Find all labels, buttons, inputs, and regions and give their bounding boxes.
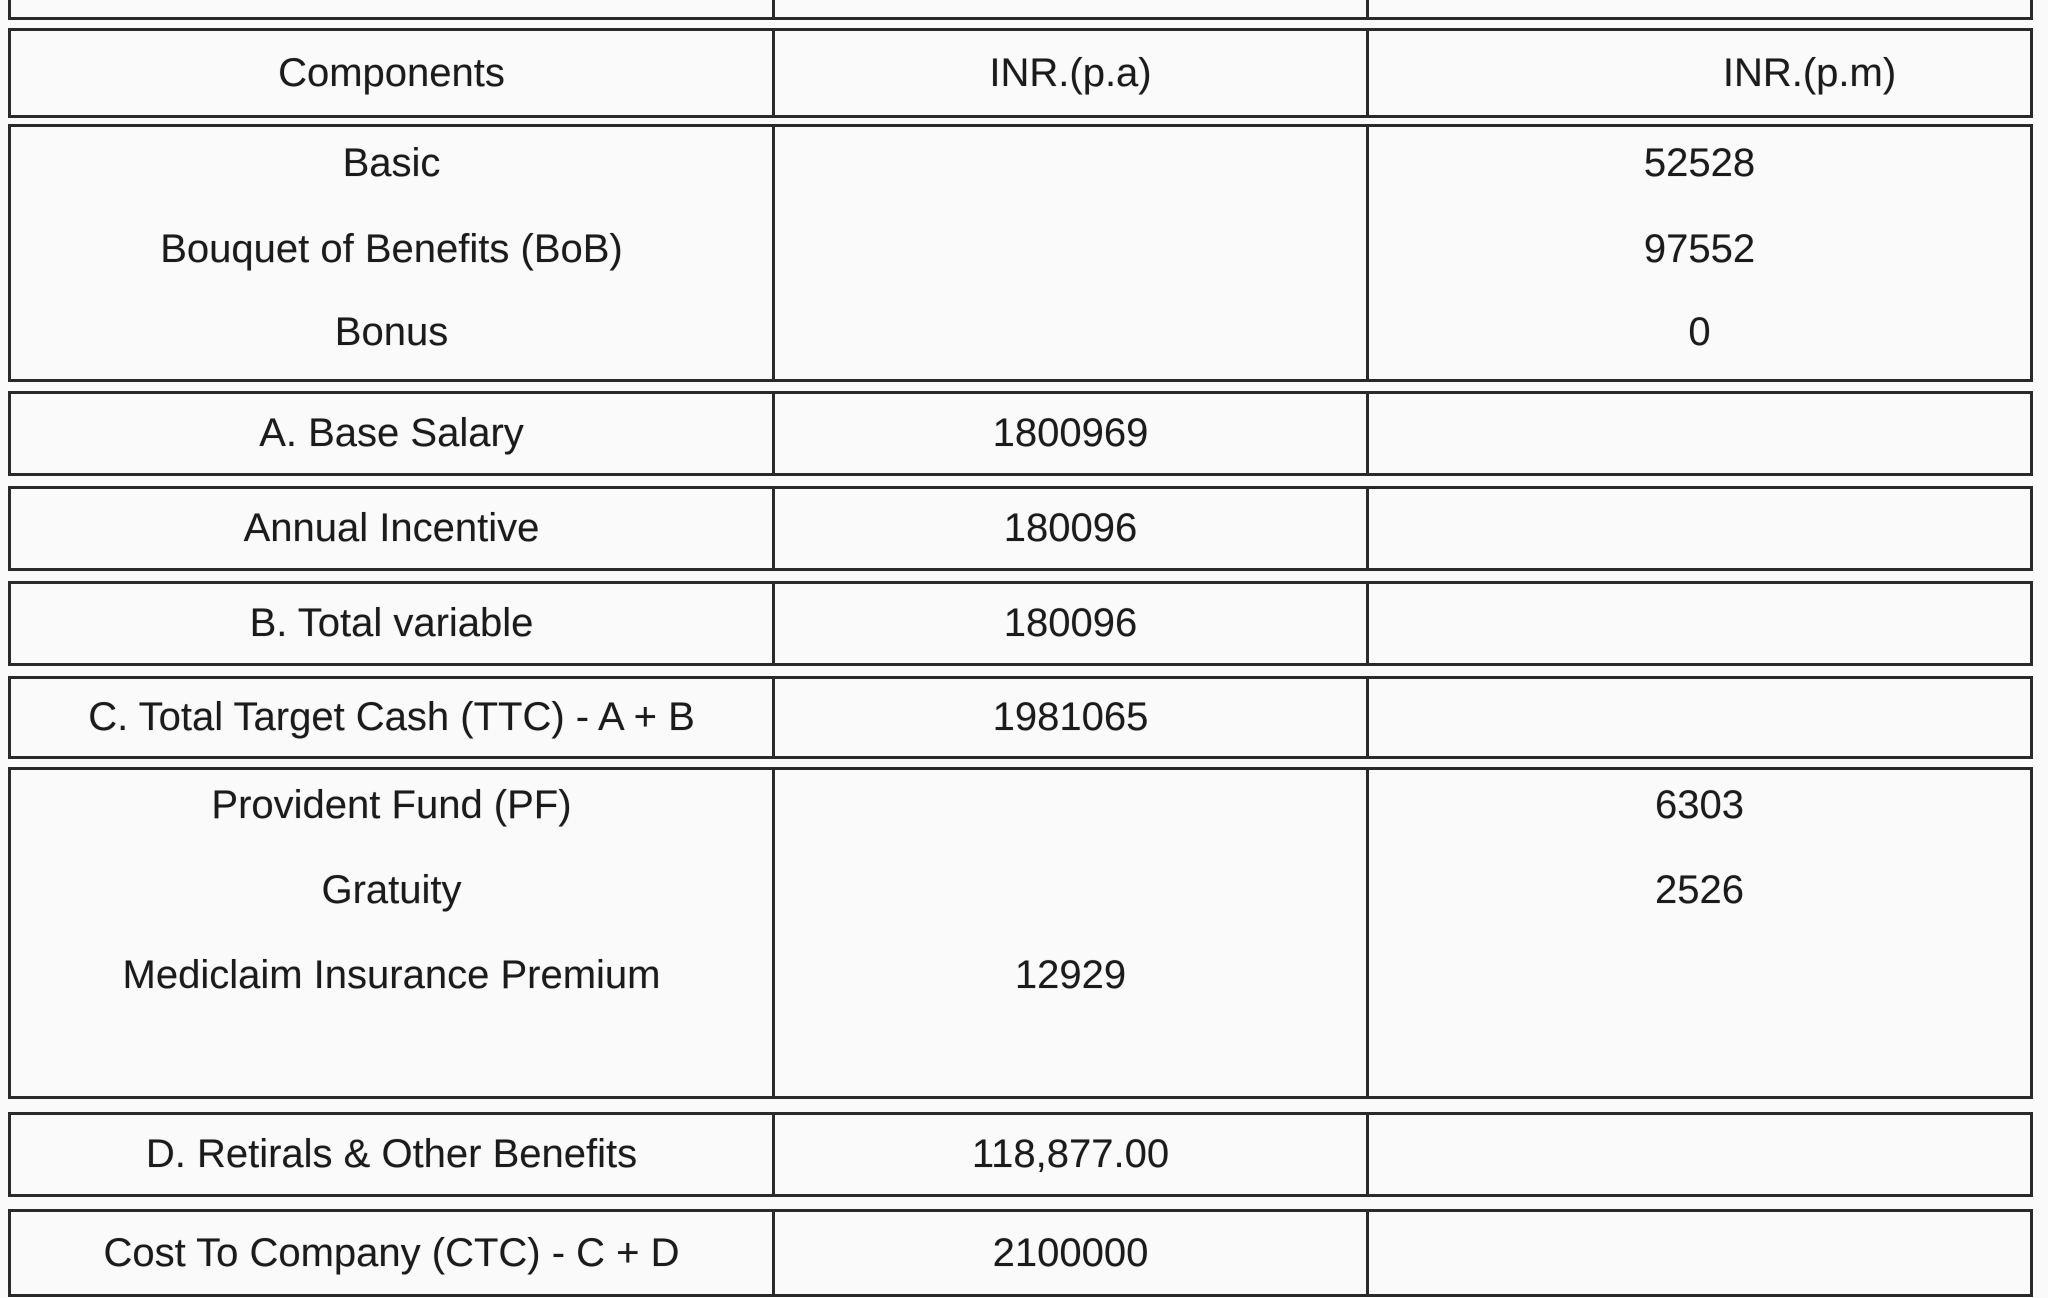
- cell-pm: 6303: [1655, 783, 1744, 827]
- table-row-bonus: [11, 299, 2030, 379]
- cell-pa: [772, 855, 1369, 940]
- cell-pm: [1369, 489, 2030, 568]
- cell-pm: [1369, 679, 2030, 756]
- cell-component: Cost To Company (CTC) - C + D: [103, 1230, 680, 1275]
- cell-component: C. Total Target Cash (TTC) - A + B: [88, 695, 695, 739]
- table-row-bob: [11, 213, 2030, 299]
- group-retirals-benefits: [8, 767, 2033, 1099]
- group-empty-spacer: [11, 1025, 2030, 1096]
- table-row-mediclaim: [11, 940, 2030, 1025]
- cell-pm: [1369, 584, 2030, 663]
- cell-component: [11, 1025, 772, 1096]
- cell-component: A. Base Salary: [259, 411, 524, 455]
- salary-table: [8, 0, 2033, 1297]
- cell-component: Gratuity: [321, 868, 462, 912]
- table-row-basic: [11, 127, 2030, 213]
- cell-pa: 1981065: [772, 679, 1369, 756]
- cell-pm: [1369, 1115, 2030, 1194]
- cell-pm: [1369, 940, 2030, 1025]
- group-monthly-components: [8, 124, 2033, 382]
- cell-pm: [1369, 1212, 2030, 1294]
- table-row-provident-fund: [11, 770, 2030, 855]
- cell-component: Annual Incentive: [243, 506, 540, 550]
- cell-component: Basic: [342, 140, 441, 185]
- cell-component: D. Retirals & Other Benefits: [145, 1132, 638, 1176]
- table-row-base-salary: [8, 391, 2033, 476]
- table-header-row: [8, 28, 2033, 118]
- cell-pm: [1369, 394, 2030, 473]
- cell-pa: [772, 213, 1369, 299]
- partial-cell-pa: [772, 0, 1369, 17]
- cell-pa: [772, 1025, 1369, 1096]
- cell-pm: [1369, 1025, 2030, 1096]
- cell-pa: [772, 127, 1369, 213]
- cell-pa: 118,877.00: [772, 1115, 1369, 1194]
- cell-pa: [772, 770, 1369, 855]
- cell-component: B. Total variable: [249, 601, 534, 645]
- table-row-retirals-total: [8, 1112, 2033, 1197]
- cell-pa: 1800969: [772, 394, 1369, 473]
- cell-pa: 180096: [772, 584, 1369, 663]
- partial-cell-pm: [1369, 0, 2030, 17]
- cell-pm: 2526: [1655, 868, 1744, 912]
- header-components: Components: [278, 50, 505, 95]
- cell-pm: 0: [1688, 309, 1711, 354]
- table-row-gratuity: [11, 855, 2030, 940]
- table-row-total-target-cash: [8, 676, 2033, 759]
- cell-component: Bonus: [334, 309, 449, 354]
- table-row-cost-to-company: [8, 1209, 2033, 1297]
- cell-component: Provident Fund (PF): [211, 783, 572, 827]
- cell-pa: 12929: [772, 940, 1369, 1025]
- cell-pa: 2100000: [772, 1212, 1369, 1294]
- partial-cell-component: [11, 0, 772, 17]
- table-row-annual-incentive: [8, 486, 2033, 571]
- cell-pm: 52528: [1643, 140, 1756, 185]
- table-top-partial-row: [8, 0, 2033, 20]
- cell-component: Bouquet of Benefits (BoB): [160, 226, 623, 271]
- cell-component: Mediclaim Insurance Premium: [122, 953, 661, 997]
- cell-pa: 180096: [772, 489, 1369, 568]
- header-pm: INR.(p.m): [1722, 50, 1897, 95]
- table-row-total-variable: [8, 581, 2033, 666]
- cell-pm: 97552: [1643, 226, 1756, 271]
- header-pa: INR.(p.a): [772, 31, 1369, 115]
- cell-pa: [772, 299, 1369, 379]
